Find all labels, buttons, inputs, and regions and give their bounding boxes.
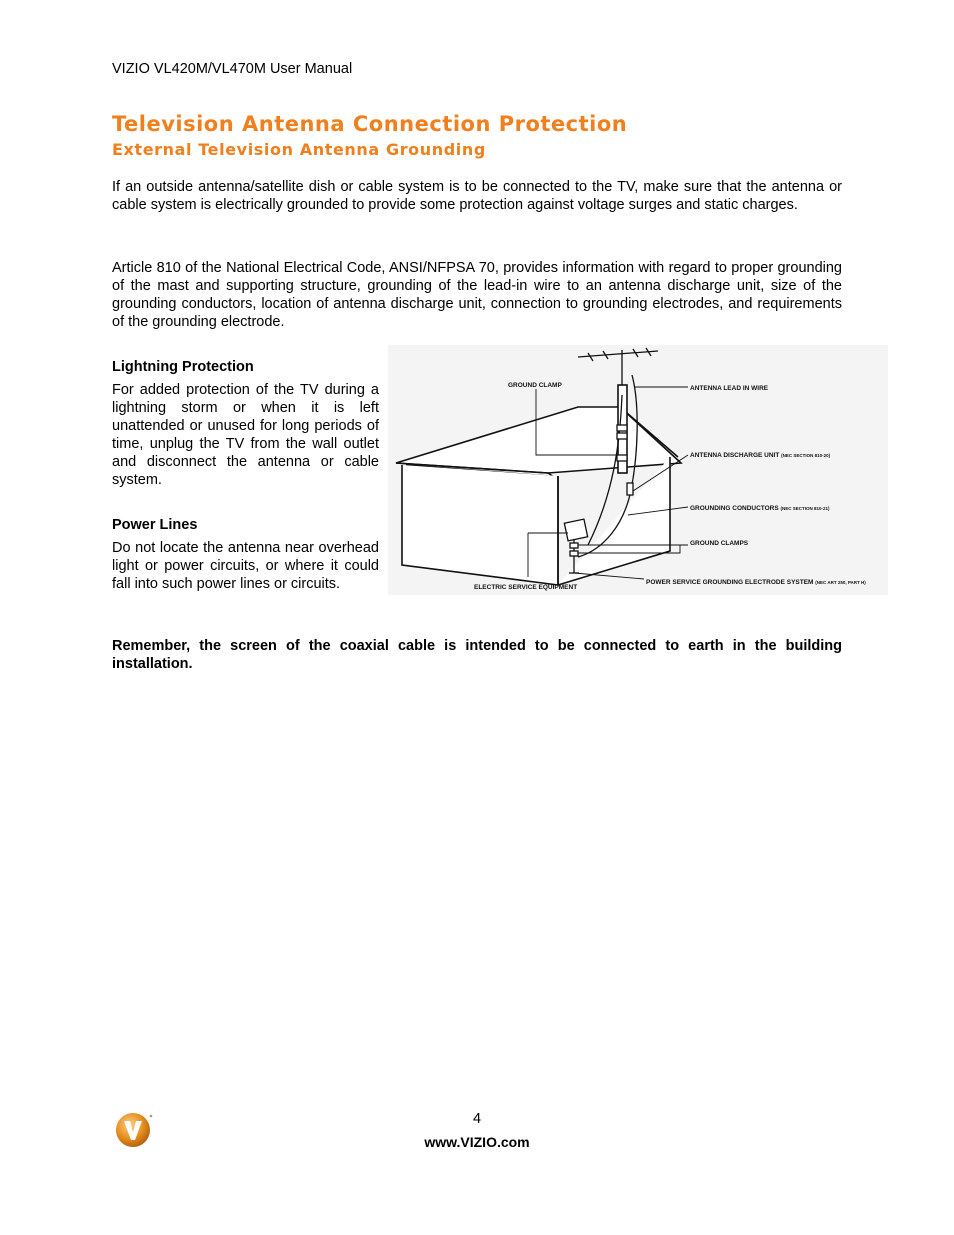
lightning-heading: Lightning Protection <box>112 359 254 375</box>
remember-note: Remember, the screen of the coaxial cable is intended to be connected to earth in the building installation. <box>112 638 842 672</box>
power-lines-heading: Power Lines <box>112 517 198 533</box>
lightning-protection-block <box>112 358 379 489</box>
label-grounding-electrode: POWER SERVICE GROUNDING ELECTRODE SYSTEM (NEC ART 250, PART H) <box>646 579 866 586</box>
section-subtitle: External Television Antenna Grounding <box>112 140 486 159</box>
antenna-grounding-diagram <box>388 345 888 595</box>
label-electric-service-equipment: ELECTRIC SERVICE EQUIPMENT <box>474 584 578 591</box>
footer-website[interactable]: www.VIZIO.com <box>424 1134 530 1150</box>
power-lines-block <box>112 516 379 593</box>
house-drawing <box>396 385 681 585</box>
label-grounding-conductors: GROUNDING CONDUCTORS (NEC SECTION 810-21) <box>690 505 830 512</box>
label-antenna-lead: ANTENNA LEAD IN WIRE <box>690 385 769 392</box>
section-title: Television Antenna Connection Protection <box>112 112 628 136</box>
lightning-text: For added protection of the TV during a lightning storm or when it is left unattended or unused for long periods of time, unplug the TV from the wall outlet and disconnect the antenna or cable system. <box>112 382 379 488</box>
intro-paragraph: If an outside antenna/satellite dish or cable system is to be connected to the TV, make sure that the antenna or cable system is electrically grounded to provide some protection against voltage surges and static charges. <box>112 179 842 213</box>
label-ground-clamp: GROUND CLAMP <box>508 382 562 389</box>
label-discharge-unit: ANTENNA DISCHARGE UNIT (NEC SECTION 810-20) <box>690 452 831 459</box>
label-ground-clamps: GROUND CLAMPS <box>690 540 749 547</box>
document-header: VIZIO VL420M/VL470M User Manual <box>112 61 353 77</box>
page-number: 4 <box>472 1111 482 1127</box>
power-lines-text: Do not locate the antenna near overhead light or power circuits, or where it could fall into such power lines or circuits. <box>112 540 379 592</box>
article-paragraph: Article 810 of the National Electrical Code, ANSI/NFPSA 70, provides information with regard to proper grounding of the mast and supporting structure, grounding of the lead-in wire to an antenna discharge unit, size of the grounding conductors, location of antenna discharge unit, connection to grounding electrodes, and requirements of the grounding electrode. <box>112 260 842 330</box>
